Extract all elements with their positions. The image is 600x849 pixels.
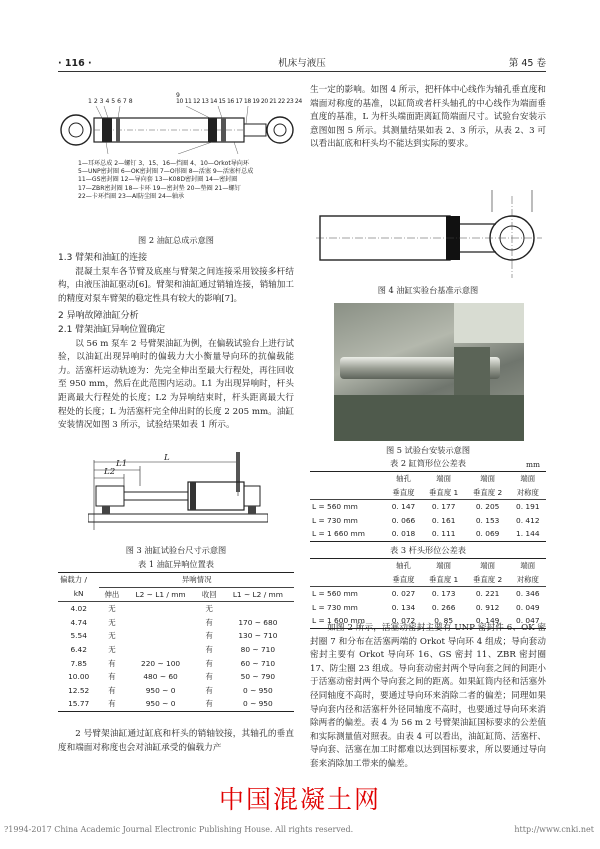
table2-unit: mm	[526, 460, 541, 469]
table2-caption: 表 2 缸筒形位公差表	[390, 458, 466, 468]
copyright-text: ?1994-2017 China Academic Journal Electronic Publishing House. All rights reserved.	[4, 825, 354, 834]
table-row: 7.85 有 220 ~ 100 有 60 ~ 710	[70, 658, 276, 668]
table-header: L1 ~ L2 / mm	[232, 589, 283, 599]
paragraph: 2 号臂架油缸通过缸底和杆头的销轴铰接，其轴孔的垂直度和端面对称度也会对油缸承受的偏载力产	[58, 729, 294, 753]
dim-label-L: L	[164, 453, 170, 463]
table-row: L = 560 mm 0. 027 0. 173 0. 221 0. 346	[312, 589, 540, 599]
photo-frame	[334, 395, 524, 441]
fig2-legend-line: 17—ZBR密封圈 18—卡环 19—密封垫 20—垫圈 21—螺钉	[78, 184, 241, 192]
volume-label: 第 45 卷	[508, 58, 546, 69]
paragraph: 生一定的影响。如图 4 所示，把杆体中心线作为轴孔垂直度和端面对称度的基准，以缸筒或者杆头轴孔的中心线作为端面垂直度的基准，L 为杆头端面距离缸筒端面尺寸。试验台安装示意图如图 5 所示。其测量结果如表 2、3 所示，从表 2、3 可以看出缸底和杆头均不能达到实际的要求。	[310, 85, 546, 150]
table-row: 4.02 无 无	[70, 604, 213, 614]
figure-4	[310, 190, 546, 300]
section-1-3	[58, 252, 294, 433]
table-row: 5.54 无 有 130 ~ 710	[70, 631, 278, 641]
table-row: 10.00 有 480 ~ 60 有 50 ~ 790	[68, 672, 276, 682]
watermark-logo: 中国混凝土网	[218, 785, 381, 814]
fig4-caption: 图 4 油缸实验台基准示意图	[377, 285, 479, 295]
fig2-legend-line: 11—GS密封圈 12—导向套 13—K08D密封圈 14—密封圈	[78, 176, 238, 184]
table-header: 异响情况	[99, 573, 294, 588]
paragraph: 以 56 m 泵车 2 号臂架油缸为例，在偏载试验台上进行试验，以油缸出现异响时的偏载力大小衡量导向环的抗偏载能力。活塞杆运动轨迹为：先完全伸出至最大行程处，再往回收至 950 mm，然后在此范围内运动。L1 为出现异响时，杆头距离最大行程处的长度；L2 为异响结束时，杆头距离最大行程处的长度；L 为活塞杆完全伸出时的长度 2 205 mm。油缸安装情况如图 3 所示，试验结果如表 1 所示。	[58, 338, 294, 431]
table-header: 偏载力 /	[60, 575, 88, 585]
fig2-legend	[78, 160, 290, 201]
fig2-part-numbers-right: 10 11 12 13 14 15 16 17 18 19 20 21 22 23 24	[176, 98, 302, 105]
table-row: 6.42 无 有 80 ~ 710	[70, 644, 276, 654]
table-header: 伸出	[104, 589, 120, 599]
fig5-caption: 图 5 试验台安装示意图	[385, 445, 471, 455]
dim-label-L2: L2	[104, 467, 116, 477]
dim-label-L1: L1	[116, 459, 128, 469]
table-2: 轴孔 端面 端面 端面 垂直度 垂直度 1 垂直度 2 对称度 L = 560 mm 0. 147 0. 177 0. 205 0. 191 L = 730 mm 0. 066 0. 161 0. 153 0. 412 L = 1 660 mm 0. 018 0. 111 0. 069 1. 144	[310, 471, 546, 542]
table3-caption: 表 3 杆头形位公差表	[390, 545, 466, 555]
datum-reference-drawing	[316, 190, 542, 280]
table-row: 12.52 有 950 ~ 0 有 0 ~ 950	[68, 685, 273, 695]
fig2-part-numbers-top: 9	[176, 92, 180, 99]
page-number: · 116 ·	[58, 58, 92, 69]
fig2-caption: 图 2 油缸总成示意图	[138, 235, 214, 245]
paragraph: 混凝土泵车各节臂及底座与臂架之间连接采用铰接多杆结构，由液压油缸驱动[6]。臂架和油缸通过销轴连接，销轴加工的精度对泵车臂架的稳定性具有较大的影响[7]。	[58, 266, 294, 304]
table-row: L = 560 mm 0. 147 0. 177 0. 205 0. 191	[312, 502, 540, 512]
photo-fixture	[454, 347, 490, 395]
table-1	[58, 572, 294, 712]
table-row: 15.77 有 950 ~ 0 有 0 ~ 950	[58, 697, 294, 711]
table-header: 收回	[201, 589, 217, 599]
table-row: L = 1 600 mm 0. 072 0. 85 0. 149 0. 047	[310, 614, 546, 628]
footer-url: http://www.cnki.net	[514, 825, 594, 834]
fig2-legend-line: 5—UNP密封圈 6—OK密封圈 7—O形圈 8—活塞 9—活塞杆总成	[78, 168, 254, 176]
section-heading: 2.1 臂架油缸异响位置确定	[58, 324, 166, 335]
paragraph: 如图 2 所示，活塞动密封主要有 UNP 密封件 6、OK 密封圈 7 和分布在活塞两端的 Orkot 导向环 4 组成；导向套动密封主要有 Orkot 导向环 16、GS 密封 11、ZBR 密封圈 17、防尘圈 23 组成。导向套动密封两个导向套之间的间距小于活塞动密封两个导向套之间的距离。如果缸筒内径和活塞外径同轴度不高时，要通过导向环来消除二者的偏差；同理如果导向套内径和活塞杆外径同轴度不高时，也要通过导向环来消除两者的偏差。表 4 为 56 m 2 号臂架油缸国标要求的公差值和实际测量值对照表。由表 4 可以看出，油缸缸筒、活塞杆、导向套、活塞在加工时都难以达到国标要求，所以要通过导向套来消除加工带来的偏差。	[310, 623, 546, 769]
figure-2	[58, 88, 302, 248]
table1-caption: 表 1 油缸异响位置表	[138, 559, 214, 569]
table-row: L = 1 660 mm 0. 018 0. 111 0. 069 1. 144	[310, 527, 546, 541]
fig2-part-numbers-left: 1 2 3 4 5 6 7 8	[88, 98, 133, 105]
journal-name: 机床与液压	[278, 58, 326, 69]
table-3: 轴孔 端面 端面 端面 垂直度 垂直度 1 垂直度 2 对称度 L = 560 mm 0. 027 0. 173 0. 221 0. 346 L = 730 mm 0. 134 0. 266 0. 912 0. 049 L = 1 600 mm 0. 072 0. 85 0. 149 0. 047	[310, 558, 546, 629]
table-row: L = 730 mm 0. 066 0. 161 0. 153 0. 412	[312, 515, 540, 525]
photo-window	[454, 303, 524, 343]
section-heading: 1.3 臂架和油缸的连接	[58, 253, 148, 263]
page-header	[58, 56, 546, 72]
table-row: L = 730 mm 0. 134 0. 266 0. 912 0. 049	[312, 602, 540, 612]
table-header: L2 ~ L1 / mm	[135, 589, 186, 599]
fig2-legend-line: 22—卡环挡圈 23—Al防尘圈 24—轴承	[78, 192, 185, 200]
cylinder-assembly-drawing	[58, 106, 294, 154]
fig2-legend-line: 1—耳环总成 2—螺钉 3、15、16—挡圈 4、10—Orkot导向环	[78, 160, 249, 167]
table-row: 4.74 无 有 170 ~ 680	[70, 617, 278, 627]
table-header: kN	[73, 589, 84, 599]
figure-3	[58, 452, 294, 558]
section-heading: 2 异响故障油缸分析	[58, 311, 139, 322]
test-bench-photo	[334, 303, 524, 441]
fig3-caption: 图 3 油缸试验台尺寸示意图	[125, 545, 227, 555]
